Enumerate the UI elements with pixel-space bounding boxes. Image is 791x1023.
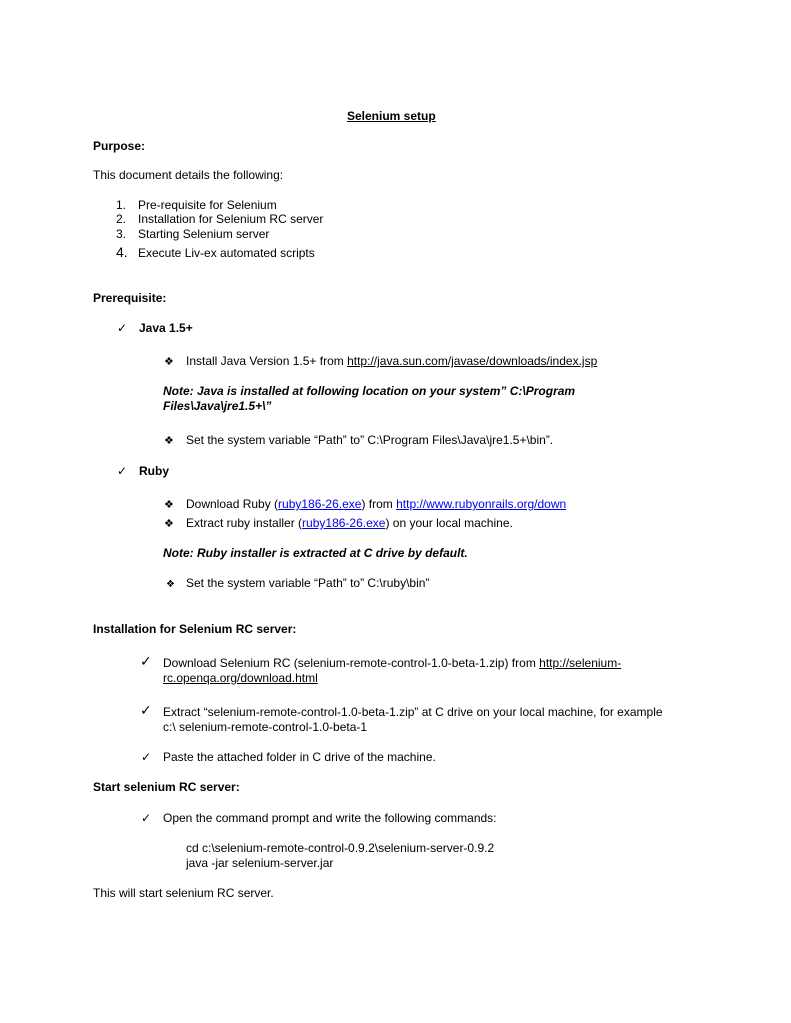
list-item bbox=[116, 227, 269, 242]
list-item bbox=[116, 212, 323, 227]
list-item-text: Execute Liv-ex automated scripts bbox=[138, 246, 315, 260]
checkmark-icon: ✓ bbox=[140, 703, 152, 719]
diamond-bullet-icon: ❖ bbox=[166, 579, 175, 590]
java-note-line1: Note: Java is installed at following location on your system” C:\Program bbox=[163, 384, 576, 398]
ruby-extract-suffix: ) on your local machine. bbox=[385, 516, 513, 530]
ruby-download-line bbox=[186, 497, 566, 512]
rubyonrails-link[interactable]: http://www.rubyonrails.org/down bbox=[396, 497, 567, 511]
selenium-extract-line2: c:\ selenium-remote-control-1.0-beta-1 bbox=[163, 720, 368, 734]
start-heading: Start selenium RC server: bbox=[93, 780, 240, 794]
closing-text: This will start selenium RC server. bbox=[93, 886, 274, 900]
document-title: Selenium setup bbox=[347, 109, 436, 123]
command-line-2: java -jar selenium-server.jar bbox=[186, 856, 334, 870]
purpose-intro: This document details the following: bbox=[93, 168, 284, 182]
ruby-path-text: Set the system variable “Path” to” C:\ruby\bin” bbox=[186, 576, 430, 590]
prerequisite-heading: Prerequisite: bbox=[93, 291, 167, 305]
ruby-download-text: Download Ruby ( bbox=[186, 497, 279, 511]
list-number: 3. bbox=[116, 227, 127, 241]
ruby-file-link[interactable]: ruby186-26.exe bbox=[302, 516, 386, 530]
java-note-line2: Files\Java\jre1.5+\” bbox=[163, 399, 272, 413]
list-item-text: Starting Selenium server bbox=[138, 227, 270, 241]
diamond-bullet-icon: ❖ bbox=[164, 517, 174, 530]
java-download-link[interactable]: http://java.sun.com/javase/downloads/index.jsp bbox=[347, 354, 598, 368]
list-item bbox=[116, 198, 277, 213]
java-install-line bbox=[186, 354, 597, 369]
checkmark-icon: ✓ bbox=[141, 811, 152, 825]
ruby-file-link[interactable]: ruby186-26.exe bbox=[278, 497, 362, 511]
selenium-download-link-cont[interactable]: rc.openqa.org/download.html bbox=[163, 671, 318, 685]
selenium-download-text: Download Selenium RC (selenium-remote-control-1.0-beta-1.zip) from bbox=[163, 656, 540, 670]
selenium-paste-text: Paste the attached folder in C drive of the machine. bbox=[163, 750, 436, 764]
list-number: 1. bbox=[116, 198, 127, 212]
checkmark-icon: ✓ bbox=[117, 321, 128, 335]
diamond-bullet-icon: ❖ bbox=[164, 434, 174, 447]
java-install-text: Install Java Version 1.5+ from bbox=[186, 354, 348, 368]
ruby-extract-line bbox=[186, 516, 513, 531]
selenium-download-line bbox=[163, 656, 621, 671]
purpose-heading: Purpose: bbox=[93, 139, 146, 153]
list-number: 2. bbox=[116, 212, 127, 226]
checkmark-icon: ✓ bbox=[117, 464, 128, 478]
list-item bbox=[116, 245, 315, 261]
ruby-note: Note: Ruby installer is extracted at C drive by default. bbox=[163, 546, 468, 560]
ruby-extract-text: Extract ruby installer ( bbox=[186, 516, 303, 530]
diamond-bullet-icon: ❖ bbox=[164, 355, 174, 368]
selenium-download-link[interactable]: http://selenium- bbox=[539, 656, 622, 670]
list-item-text: Installation for Selenium RC server bbox=[138, 212, 324, 226]
list-number: 4. bbox=[116, 244, 128, 260]
ruby-download-mid: ) from bbox=[361, 497, 397, 511]
diamond-bullet-icon: ❖ bbox=[164, 498, 174, 511]
installation-heading: Installation for Selenium RC server: bbox=[93, 622, 297, 636]
ruby-label: Ruby bbox=[139, 464, 169, 478]
java-path-text: Set the system variable “Path” to” C:\Program Files\Java\jre1.5+\bin”. bbox=[186, 433, 554, 447]
selenium-extract-line1: Extract “selenium-remote-control-1.0-beta-1.zip” at C drive on your local machine, for example bbox=[163, 705, 663, 719]
start-open-text: Open the command prompt and write the following commands: bbox=[163, 811, 497, 825]
command-line-1: cd c:\selenium-remote-control-0.9.2\selenium-server-0.9.2 bbox=[186, 841, 495, 855]
checkmark-icon: ✓ bbox=[141, 750, 152, 764]
list-item-text: Pre-requisite for Selenium bbox=[138, 198, 277, 212]
checkmark-icon: ✓ bbox=[140, 654, 152, 670]
java-label: Java 1.5+ bbox=[139, 321, 193, 335]
